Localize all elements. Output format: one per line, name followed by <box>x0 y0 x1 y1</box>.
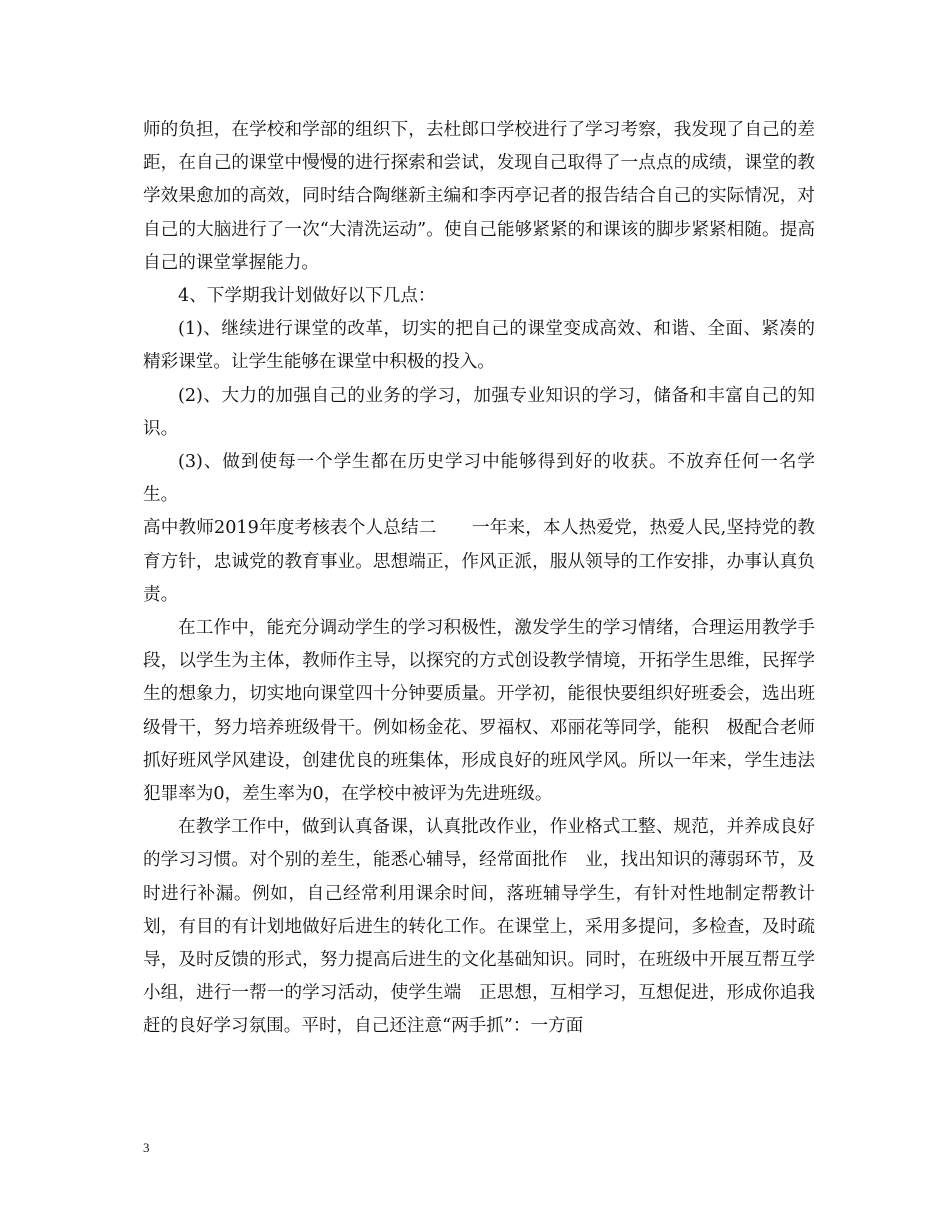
paragraph-1: 师的负担，在学校和学部的组织下，去杜郎口学校进行了学习考察，我发现了自己的差距，在自己的课堂中慢慢的进行探索和尝试，发现自己取得了一点点的成绩，课堂的教学效果愈加的高效，同时结合陶继新主编和李丙亭记者的报告结合自己的实际情况，对自己的大脑进行了一次“大清洗运动”。使自己能够紧紧的和课该的脚步紧紧相随。提高自己的课堂掌握能力。 <box>143 120 815 273</box>
page-number: 3 <box>143 1140 150 1155</box>
paragraph-6: 高中教师2019年度考核表个人总结二 一年来，本人热爱党，热爱人民,坚持党的教育方针，忠诚党的教育事业。思想端正，作风正派，服从领导的工作安排，办事认真负责。 <box>143 518 815 605</box>
paragraph-2: 4、下学期我计划做好以下几点： <box>178 286 436 307</box>
paragraph-4: (2)、大力的加强自己的业务的学习，加强专业知识的学习，储备和丰富自己的知识。 <box>143 385 815 439</box>
paragraph-3: (1)、继续进行课堂的改革，切实的把自己的课堂变成高效、和谐、全面、紧凑的精彩课堂。让学生能够在课堂中积极的投入。 <box>143 319 815 373</box>
document-body <box>143 114 815 1044</box>
paragraph-5: (3)、做到使每一个学生都在历史学习中能够得到好的收获。不放弃任何一名学生。 <box>143 452 815 506</box>
paragraph-7: 在工作中，能充分调动学生的学习积极性，激发学生的学习情绪，合理运用教学手段，以学生为主体，教师作主导，以探究的方式创设教学情境，开拓学生思维，民挥学生的想象力，切实地向课堂四十分钟要质量。开学初，能很快要组织好班委会，选出班级骨干，努力培养班级骨干。例如杨金花、罗福权、邓丽花等同学，能积 极配合老师抓好班风学风建设，创建优良的班集体，形成良好的班风学风。所以一年来，学生违法犯罪率为0，差生率为0，在学校中被评为先进班级。 <box>143 618 815 805</box>
paragraph-8: 在教学工作中，做到认真备课，认真批改作业，作业格式工整、规范，并养成良好的学习习惯。对个别的差生，能悉心辅导，经常面批作 业，找出知识的薄弱环节，及时进行补漏。例如，自己经常利用课余时间，落班辅导学生，有针对性地制定帮教计划，有目的有计划地做好后进生的转化工作。在课堂上，采用多提问，多检查，及时疏导，及时反馈的形式，努力提高后进生的文化基础知识。同时，在班级中开展互帮互学小组，进行一帮一的学习活动，使学生端 正思想，互相学习，互想促进，形成你追我赶的良好学习氛围。平时，自己还注意“两手抓”：一方面 <box>143 817 815 1037</box>
